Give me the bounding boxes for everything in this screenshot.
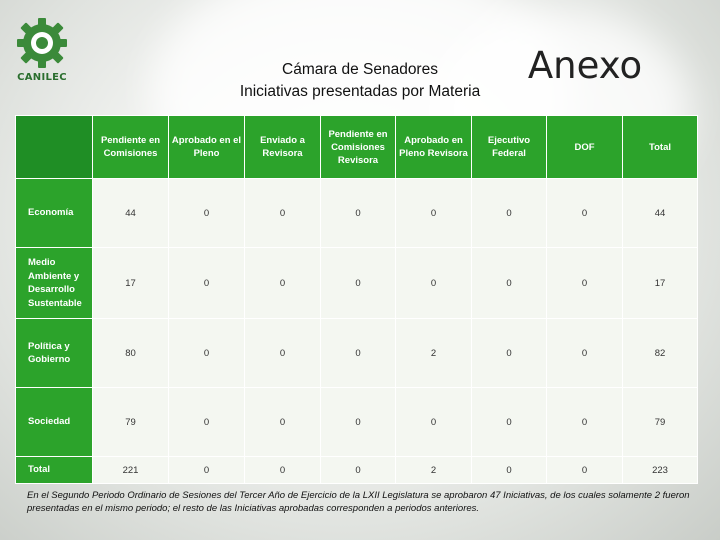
column-header: Enviado a Revisora	[245, 116, 321, 179]
column-header: Aprobado en el Pleno	[169, 116, 245, 179]
table-cell: 0	[396, 179, 472, 248]
row-label: Sociedad	[16, 388, 93, 457]
footnote: En el Segundo Periodo Ordinario de Sesiones del Tercer Año de Ejercicio de la LXII Legislatura se aprobaron 47 Iniciativas, de los cuales solamente 2 fueron presentadas en el mismo periodo; el resto de las Iniciativas aprobadas corresponden a periodos anteriores.	[27, 490, 690, 514]
column-header: Pendiente en Comisiones	[93, 116, 169, 179]
table-cell: 0	[169, 388, 245, 457]
table-cell: 0	[472, 319, 547, 388]
column-header: Ejecutivo Federal	[472, 116, 547, 179]
table-cell: 0	[245, 457, 321, 484]
table-cell: 0	[245, 179, 321, 248]
table-row	[16, 319, 698, 388]
table-cell: 44	[93, 179, 169, 248]
corner-cell	[16, 116, 93, 179]
table-cell: 17	[623, 248, 698, 319]
table-cell: 0	[169, 248, 245, 319]
column-header: Total	[623, 116, 698, 179]
initiatives-table	[15, 115, 698, 484]
table-cell: 44	[623, 179, 698, 248]
table-cell: 0	[321, 248, 396, 319]
table-cell: 2	[396, 319, 472, 388]
table-cell: 0	[245, 248, 321, 319]
table-cell: 0	[547, 179, 623, 248]
table-cell: 0	[396, 248, 472, 319]
table-row	[16, 248, 698, 319]
table-cell: 0	[547, 319, 623, 388]
table-cell: 221	[93, 457, 169, 484]
table-header-row	[16, 116, 698, 179]
table-total-row	[16, 457, 698, 484]
table-cell: 0	[472, 457, 547, 484]
table-cell: 79	[93, 388, 169, 457]
table-cell: 0	[547, 388, 623, 457]
table-cell: 0	[547, 248, 623, 319]
row-label: Economía	[16, 179, 93, 248]
table-cell: 0	[321, 179, 396, 248]
table-row	[16, 388, 698, 457]
table-cell: 0	[472, 388, 547, 457]
table-cell: 0	[472, 248, 547, 319]
title-line-2: Iniciativas presentadas por Materia	[239, 83, 481, 100]
table-cell: 2	[396, 457, 472, 484]
anexo-heading: Anexo	[527, 44, 643, 87]
gear-icon	[14, 16, 70, 74]
canilec-logo	[14, 16, 70, 90]
column-header: DOF	[547, 116, 623, 179]
table-cell: 0	[169, 179, 245, 248]
table-cell: 0	[321, 388, 396, 457]
logo-text: CANILEC	[17, 72, 67, 83]
table-cell: 0	[169, 319, 245, 388]
column-header: Aprobado en Pleno Revisora	[396, 116, 472, 179]
table-cell: 82	[623, 319, 698, 388]
table-cell: 80	[93, 319, 169, 388]
table-cell: 0	[396, 388, 472, 457]
column-header: Pendiente en Comisiones Revisora	[321, 116, 396, 179]
table-cell: 0	[169, 457, 245, 484]
table-cell: 0	[321, 457, 396, 484]
table-cell: 17	[93, 248, 169, 319]
table-cell: 0	[472, 179, 547, 248]
table-row	[16, 179, 698, 248]
table-cell: 0	[547, 457, 623, 484]
table-cell: 0	[245, 319, 321, 388]
title-line-1: Cámara de Senadores	[282, 61, 438, 78]
table-cell: 223	[623, 457, 698, 484]
row-label: Medio Ambiente y Desarrollo Sustentable	[16, 248, 93, 319]
row-label: Total	[16, 457, 93, 484]
table-cell: 0	[321, 319, 396, 388]
table-cell: 79	[623, 388, 698, 457]
row-label: Política y Gobierno	[16, 319, 93, 388]
table-cell: 0	[245, 388, 321, 457]
page-title	[195, 59, 525, 103]
